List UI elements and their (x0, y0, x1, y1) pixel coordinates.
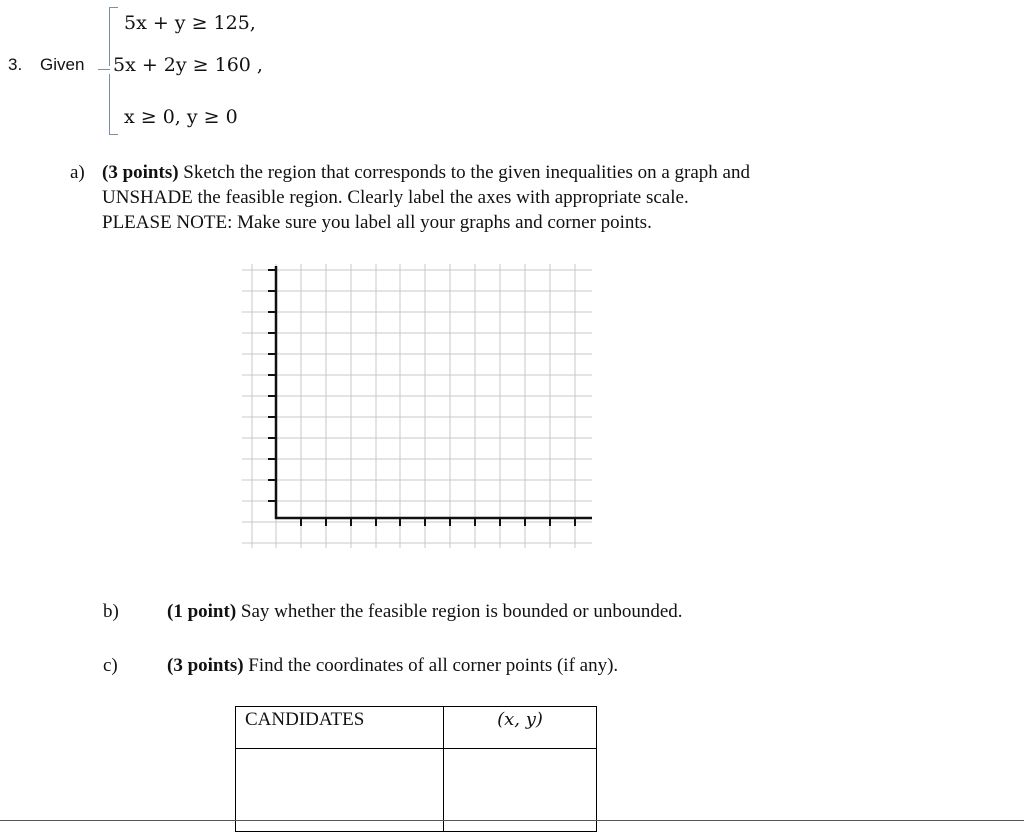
given-label: Given (40, 55, 85, 74)
part-a-line-3: PLEASE NOTE: Make sure you label all your graphs and corner points. (102, 212, 652, 233)
part-c-question: Find the coordinates of all corner points (if any). (248, 655, 619, 676)
inequality-1: 5x + y ≥ 125, (124, 12, 256, 34)
blank-graph-grid (238, 258, 598, 552)
brace-tip (98, 69, 110, 70)
part-b-label: b) (103, 601, 119, 622)
axes (275, 266, 592, 519)
grid-vertical-lines (252, 264, 575, 548)
candidates-table (235, 706, 597, 832)
part-b-question: Say whether the feasible region is bounded or unbounded. (240, 601, 683, 622)
part-a-line-2: UNSHADE the feasible region. Clearly label the axes with appropriate scale. (102, 187, 689, 208)
part-a-line-1: Sketch the region that corresponds to the given inequalities on a graph and (183, 162, 750, 183)
part-b-points: (1 point) (167, 601, 237, 622)
page-bottom-divider (0, 820, 1024, 821)
header-xy: (x, y) (444, 707, 597, 749)
inequality-2: 5x + 2y ≥ 160 , (113, 54, 263, 76)
part-a-text (102, 160, 862, 235)
grid-horizontal-lines (242, 270, 592, 543)
part-a-points: (3 points) (102, 162, 179, 183)
part-c-points: (3 points) (167, 655, 244, 676)
part-c-text (167, 653, 618, 678)
header-candidates: CANDIDATES (236, 707, 444, 749)
problem-number: 3. (8, 55, 23, 74)
part-a-label: a) (70, 162, 85, 183)
part-c-label: c) (103, 655, 118, 676)
table-header-row (236, 707, 597, 749)
part-b-text (167, 599, 683, 624)
system-brace-bottom (109, 74, 118, 135)
inequality-3: x ≥ 0, y ≥ 0 (124, 106, 238, 128)
